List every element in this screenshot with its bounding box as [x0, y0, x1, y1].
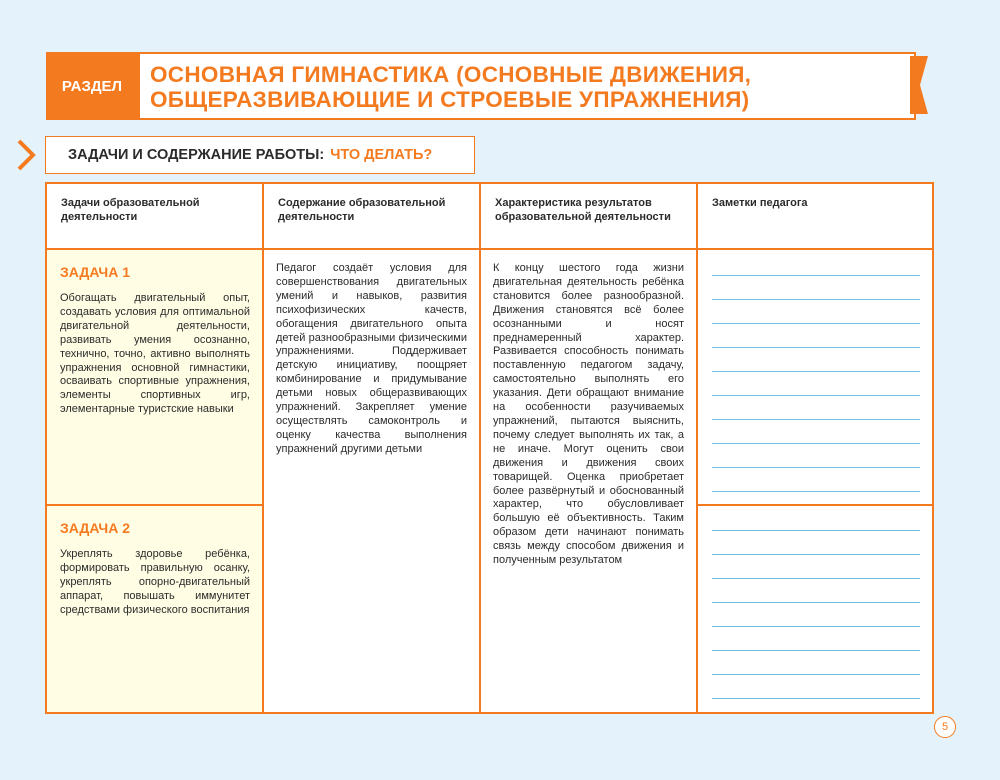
column-divider [479, 184, 481, 712]
note-line [712, 626, 920, 627]
subheader-label: ЗАДАЧИ И СОДЕРЖАНИЕ РАБОТЫ: [68, 147, 325, 163]
column-divider [262, 184, 264, 712]
task-cell-1 [47, 250, 262, 504]
note-line [712, 323, 920, 324]
note-line [712, 443, 920, 444]
note-line [712, 578, 920, 579]
task-cell-2 [47, 506, 262, 712]
subheader [45, 136, 475, 174]
note-line [712, 419, 920, 420]
column-header-tasks: Задачи образовательной деятельности [61, 197, 200, 223]
note-line [712, 491, 920, 492]
column-header-notes: Заметки педагога [712, 197, 808, 209]
column-header-content: Содержание образовательной деятельности [278, 197, 446, 223]
column-divider [696, 184, 698, 712]
results-text: К концу шестого года жизни двигательная деятельность ребёнка становится более разнообразной. Движения становятся всё более осознанными и носят преднамеренный характер. Развивается способность понимать поставленную педагогом задачу, самостоятельно выполнять его указания. Дети обращают внимание на особенности разучиваемых упражнений, пытаются выяснить, почему следует выполнять их так, а не иначе. Могут оценить свои движения и движения своих товарищей. Оценка приобретает более развёрнутый и обоснованный характер, что обусловливает большую её объективность. Таким образом дети начинают понимать связь между способом движения и полученным результатом [493, 262, 684, 567]
task-divider [47, 504, 262, 506]
section-arrow-icon [16, 138, 38, 172]
note-line [712, 698, 920, 699]
task-text-2: Укреплять здоровье ребёнка, формировать правильную осанку, укреплять опорно-двигательный аппарат, повышать иммунитет средствами физического воспитания [60, 548, 250, 616]
notes-divider [698, 504, 932, 506]
page-number: 5 [934, 716, 956, 738]
note-line [712, 347, 920, 348]
task-title-2: ЗАДАЧА 2 [60, 520, 131, 536]
title-flag-decoration [910, 56, 928, 114]
column-header-results: Характеристика результатов образовательной деятельности [495, 197, 671, 223]
note-line [712, 395, 920, 396]
note-line [712, 299, 920, 300]
page-title [138, 52, 916, 120]
content-text: Педагог создаёт условия для совершенствования двигательных умений и навыков, развития психофизических качеств, обогащения двигательного опыта детей разнообразными физическими упражнениями. Поддерживает детскую инициативу, поощряет комбинирование и придумывание детьми новых общеразвивающих упражнений. Закрепляет умение осуществлять самоконтроль и оценку качества выполнения упражнений другими детьми [276, 262, 467, 455]
section-label: РАЗДЕЛ [46, 52, 138, 120]
note-line [712, 674, 920, 675]
note-line [712, 650, 920, 651]
title-line-2: ОБЩЕРАЗВИВАЮЩИЕ И СТРОЕВЫЕ УПРАЖНЕНИЯ) [150, 87, 750, 112]
note-line [712, 371, 920, 372]
note-line [712, 467, 920, 468]
tasks-table [45, 182, 934, 714]
task-text-1: Обогащать двигательный опыт, создавать условия для оптимальной двигательной деятельности, развивать умения осознанно, технично, точно, активно выполнять упражнения основной гимнастики, осваивать спортивные упражнения, элементы спортивных игр, элементарные туристские навыки [60, 292, 250, 416]
subheader-accent: ЧТО ДЕЛАТЬ? [330, 147, 433, 163]
note-line [712, 530, 920, 531]
note-line [712, 602, 920, 603]
task-title-1: ЗАДАЧА 1 [60, 264, 131, 280]
title-line-1: ОСНОВНАЯ ГИМНАСТИКА (ОСНОВНЫЕ ДВИЖЕНИЯ, [150, 62, 752, 87]
header-divider [47, 248, 932, 250]
note-line [712, 554, 920, 555]
note-line [712, 275, 920, 276]
